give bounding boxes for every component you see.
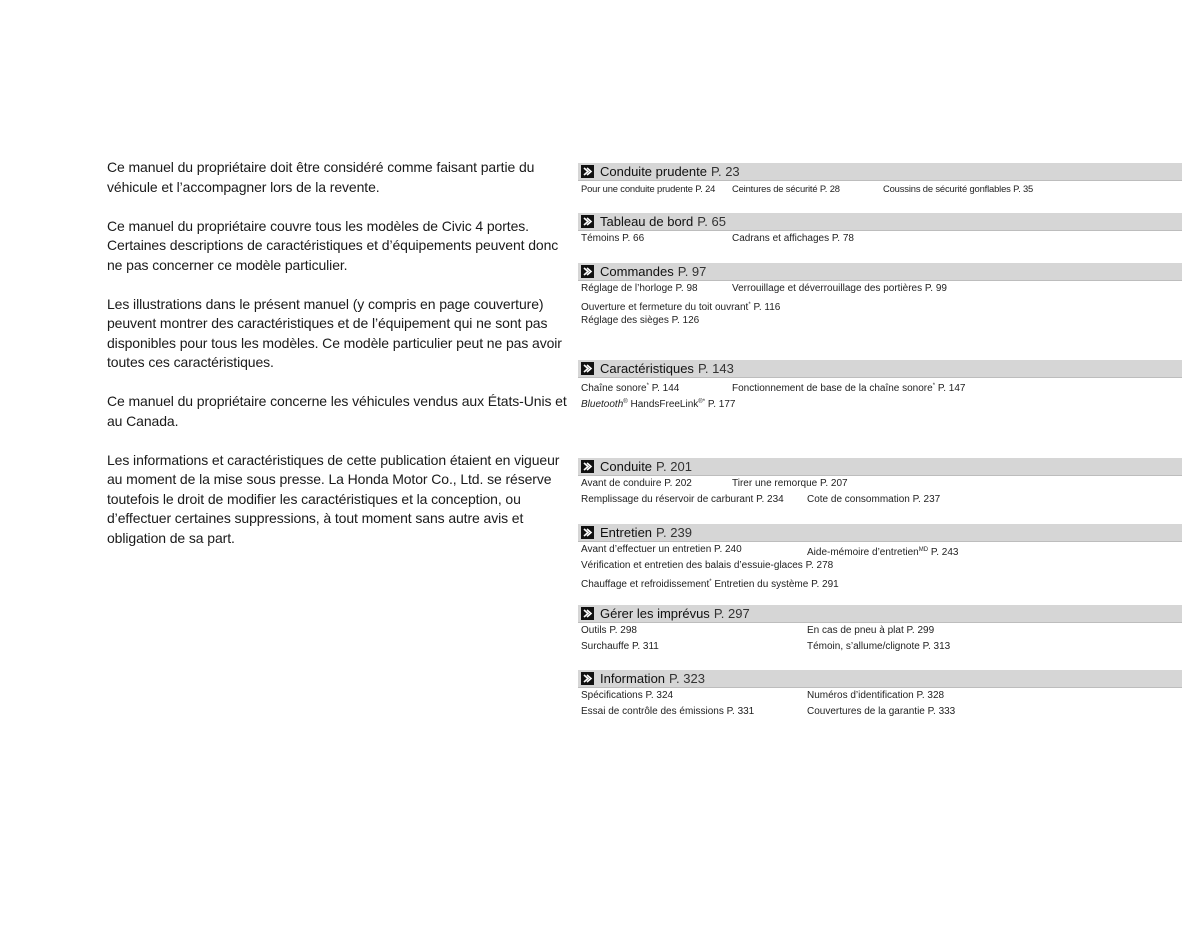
section-title: Information	[600, 671, 666, 686]
toc-link[interactable]: Tirer une remorque P. 207	[732, 478, 848, 489]
right-arrow-icon	[581, 215, 594, 228]
toc-link-page: P. 243	[930, 547, 959, 558]
section-page: P. 143	[697, 361, 734, 376]
asterisk-mark: *	[646, 383, 649, 389]
toc-link[interactable]: Témoin, s’allume/clignote P. 313	[807, 641, 951, 652]
section-title: Entretien	[600, 525, 653, 540]
toc-link[interactable]: Remplissage du réservoir de carburant P. 234	[581, 494, 784, 505]
toc-link-label: Ouverture et fermeture du toit ouvrant	[581, 302, 749, 313]
md-mark: MD	[918, 547, 929, 553]
section-page: P. 65	[697, 214, 726, 229]
intro-paragraph: Ce manuel du propriétaire couvre tous les modèles de Civic 4 portes. Certaines descriptions de caractéristiques et d’équipements peuvent donc ne pas concerner ce modèle particulier.	[107, 217, 559, 273]
section-title: Tableau de bord	[600, 214, 694, 229]
section-header[interactable]	[578, 263, 1182, 280]
toc-link-label: Bluetooth	[581, 399, 624, 410]
toc-link[interactable]: Avant d’effectuer un entretien P. 240	[581, 544, 742, 555]
section-title: Caractéristiques	[600, 361, 694, 376]
section-title: Conduite prudente	[600, 164, 707, 179]
section-page: P. 23	[710, 164, 740, 179]
section-page: P. 201	[656, 459, 692, 474]
toc-section-information	[578, 670, 1182, 720]
toc-link[interactable]: Ceintures de sécurité P. 28	[732, 183, 840, 194]
asterisk-mark: *	[932, 383, 936, 389]
toc-section-tableau-de-bord	[578, 213, 1182, 247]
toc-link-page: P. 116	[753, 302, 781, 313]
right-arrow-icon	[581, 607, 594, 620]
toc-link[interactable]: Spécifications P. 324	[581, 690, 674, 701]
toc-section-caracteristiques	[578, 360, 1182, 410]
toc-section-conduite	[578, 458, 1182, 508]
toc-link-label: Chauffage et refroidissement	[581, 579, 710, 590]
toc-link[interactable]: Verrouillage et déverrouillage des portières P. 99	[732, 283, 947, 294]
intro-paragraph: Les illustrations dans le présent manuel (y compris en page couverture) peuvent montrer des caractéristiques et de l’équipement qui ne sont pas disponibles pour tous les modèles. Ce modèle particulier peut ne pas avoir toutes ces caractéristiques.	[107, 295, 562, 370]
toc-link[interactable]: Outils P. 298	[581, 625, 637, 636]
intro-paragraph: Les informations et caractéristiques de cette publication étaient en vigueur au moment de la mise sous presse. La Honda Motor Co., Ltd. se réserve toutefois le droit de modifier les caractéristiques et la conception, ou d’effectuer certaines suppressions, à tout moment sans autre avis et obligation de sa part.	[107, 451, 560, 546]
section-page: P. 97	[677, 264, 707, 279]
toc-link[interactable]: Couvertures de la garantie P. 333	[807, 706, 956, 717]
toc-link[interactable]: Essai de contrôle des émissions P. 331	[581, 706, 755, 717]
toc-link[interactable]: Témoins P. 66	[581, 233, 645, 244]
toc-link[interactable]: Numéros d’identification P. 328	[807, 690, 945, 701]
toc-link-label: Aide-mémoire d’entretien	[807, 547, 919, 558]
toc-link[interactable]: Réglage de l’horloge P. 98	[581, 283, 698, 294]
section-header[interactable]	[578, 213, 1182, 230]
toc-link[interactable]	[581, 394, 735, 413]
toc-link-page: P. 147	[937, 383, 966, 394]
toc-link-label: Fonctionnement de base de la chaîne sonore	[732, 383, 933, 394]
section-header[interactable]	[578, 605, 1182, 622]
asterisk-mark: *	[702, 399, 706, 405]
toc-link-page: P. 177	[707, 399, 736, 410]
right-arrow-icon	[581, 526, 594, 539]
intro-paragraph: Ce manuel du propriétaire concerne les véhicules vendus aux États-Unis et au Canada.	[107, 393, 567, 429]
toc-link[interactable]: Surchauffe P. 311	[581, 641, 659, 652]
toc-section-entretien	[578, 524, 1182, 590]
section-header[interactable]	[578, 524, 1182, 541]
asterisk-mark: *	[748, 302, 751, 308]
toc-link-page: P. 144	[651, 383, 680, 394]
toc-link[interactable]: Avant de conduire P. 202	[581, 478, 692, 489]
section-header[interactable]	[578, 360, 1182, 377]
right-arrow-icon	[581, 165, 594, 178]
section-header[interactable]	[578, 458, 1182, 475]
toc-link-label: Chaîne sonore	[581, 383, 647, 394]
section-title: Conduite	[600, 459, 653, 474]
section-header[interactable]	[578, 163, 1182, 180]
section-page: P. 297	[713, 606, 750, 621]
toc-link-label: Entretien du système P. 291	[714, 579, 839, 590]
right-arrow-icon	[581, 362, 594, 375]
intro-text	[107, 158, 567, 568]
section-title: Commandes	[600, 264, 674, 279]
toc-link[interactable]	[581, 574, 839, 593]
section-title: Gérer les imprévus	[600, 606, 710, 621]
toc-section-gerer-imprevus	[578, 605, 1182, 655]
section-header[interactable]	[578, 670, 1182, 687]
intro-paragraph: Ce manuel du propriétaire doit être considéré comme faisant partie du véhicule et l’accompagner lors de la revente.	[107, 159, 535, 195]
toc-link[interactable]: Vérification et entretien des balais d’essuie-glaces P. 278	[581, 560, 834, 571]
registered-mark: ®	[623, 399, 628, 405]
toc-section-conduite-prudente	[578, 163, 1182, 197]
right-arrow-icon	[581, 265, 594, 278]
registered-mark: ®	[698, 399, 703, 405]
right-arrow-icon	[581, 460, 594, 473]
toc-link[interactable]: Pour une conduite prudente P. 24	[581, 183, 716, 194]
right-arrow-icon	[581, 672, 594, 685]
toc-link-label: HandsFreeLink	[630, 399, 699, 410]
section-page: P. 323	[669, 671, 705, 686]
toc-link[interactable]: Cote de consommation P. 237	[807, 494, 941, 505]
asterisk-mark: *	[709, 579, 712, 585]
toc-link[interactable]: Coussins de sécurité gonflables P. 35	[883, 183, 1034, 194]
section-page: P. 239	[656, 525, 692, 540]
toc-section-commandes	[578, 263, 1182, 329]
toc-link[interactable]: En cas de pneu à plat P. 299	[807, 625, 935, 636]
toc-link[interactable]: Cadrans et affichages P. 78	[732, 233, 854, 244]
toc-link[interactable]: Réglage des sièges P. 126	[581, 315, 700, 326]
